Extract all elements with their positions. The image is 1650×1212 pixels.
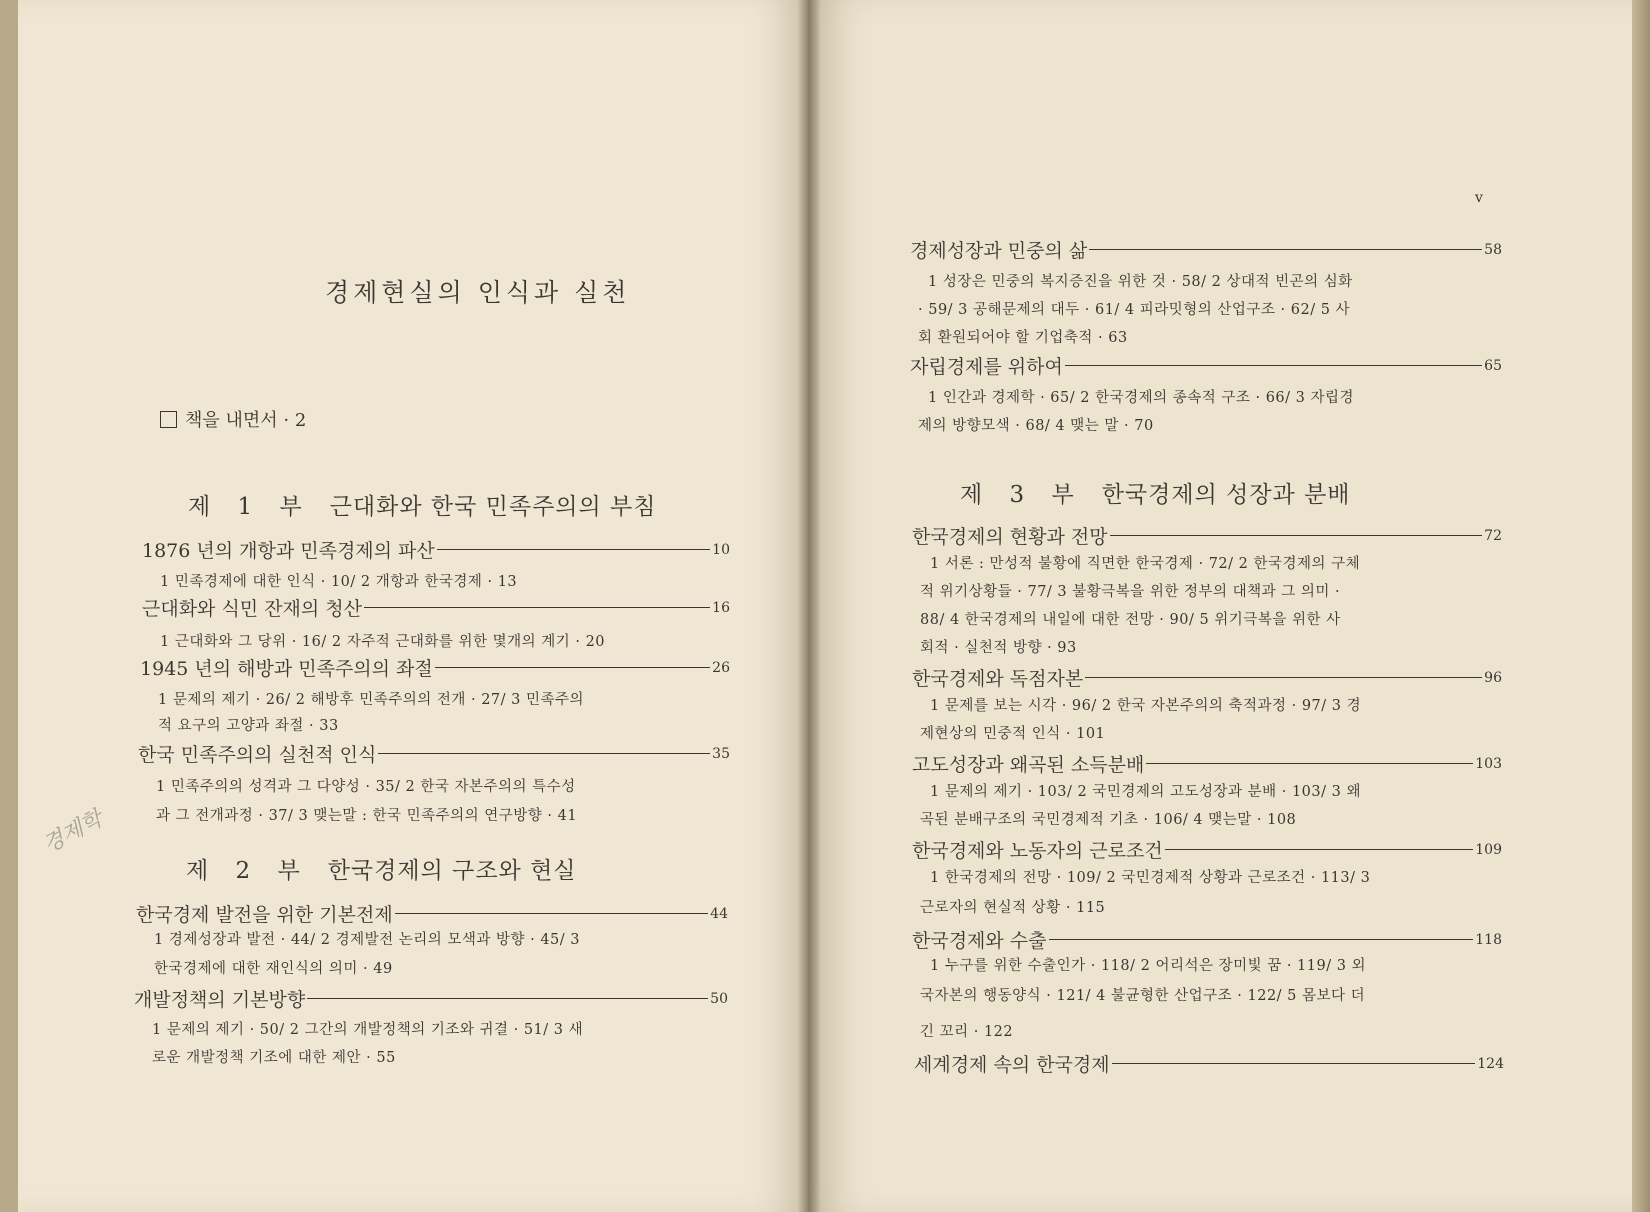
- part-title: 한국경제의 성장과 분배: [1101, 482, 1351, 508]
- chapter-sections: 1 근대화와 그 당위 · 16/ 2 자주적 근대화를 위한 몇개의 계기 · 20: [160, 634, 606, 650]
- chapter-title: 개발정책의 기본방향: [134, 989, 306, 1011]
- chapter-sections: 1 민족주의의 성격과 그 다양성 · 35/ 2 한국 자본주의의 특수성: [156, 779, 576, 795]
- chapter-sections: 1 문제의 제기 · 103/ 2 국민경제의 고도성장과 분배 · 103/ 3 왜: [930, 784, 1361, 800]
- chapter-page: 10: [712, 541, 730, 558]
- chapter-page: 50: [710, 990, 728, 1007]
- chapter-sections: 적 위기상황들 · 77/ 3 불황극복을 위한 정부의 대책과 그 의미 ·: [920, 584, 1341, 600]
- chapter-page: 65: [1484, 357, 1502, 374]
- book-edge-right: [1632, 0, 1650, 1212]
- part-number: 제 3 부: [960, 482, 1084, 508]
- chapter-sections: 1 서론 : 만성적 불황에 직면한 한국경제 · 72/ 2 한국경제의 구체: [930, 556, 1361, 572]
- chapter-sections: 로운 개발정책 기조에 대한 제안 · 55: [152, 1050, 396, 1066]
- toc-chapter[interactable]: [912, 664, 1502, 691]
- leader-line: [1065, 365, 1482, 366]
- chapter-sections: 88/ 4 한국경제의 내일에 대한 전망 · 90/ 5 위기극복을 위한 사: [920, 612, 1341, 628]
- chapter-sections: 과 그 전개과정 · 37/ 3 맺는말 : 한국 민족주의의 연구방향 · 41: [156, 808, 578, 824]
- chapter-title: 한국경제와 수출: [912, 930, 1047, 952]
- checkbox-square-icon: [160, 411, 177, 428]
- chapter-title: 경제성장과 민중의 삶: [910, 240, 1088, 262]
- chapter-title: 한국 민족주의의 실천적 인식: [138, 744, 377, 766]
- chapter-sections: 적 요구의 고양과 좌절 · 33: [158, 718, 339, 734]
- toc-chapter[interactable]: [136, 900, 728, 927]
- chapter-sections: 1 문제를 보는 시각 · 96/ 2 한국 자본주의의 축적과정 · 97/ 3 경: [930, 698, 1362, 714]
- toc-chapter[interactable]: [912, 750, 1502, 777]
- chapter-sections: 1 성장은 민중의 복지증진을 위한 것 · 58/ 2 상대적 빈곤의 심화: [928, 274, 1353, 290]
- chapter-sections: 회적 · 실천적 방향 · 93: [920, 640, 1077, 656]
- leader-line: [1110, 535, 1483, 536]
- chapter-sections: 근로자의 현실적 상황 · 115: [920, 900, 1106, 916]
- leader-line: [1049, 939, 1474, 940]
- toc-chapter[interactable]: [910, 352, 1502, 379]
- chapter-title: 한국경제의 현황과 전망: [912, 526, 1108, 548]
- leader-line: [1112, 1063, 1476, 1064]
- leader-line: [307, 998, 708, 999]
- toc-chapter[interactable]: [138, 740, 730, 767]
- chapter-title: 한국경제와 노동자의 근로조건: [912, 840, 1163, 862]
- leader-line: [1146, 763, 1473, 764]
- chapter-title: 세계경제 속의 한국경제: [914, 1054, 1110, 1076]
- chapter-sections: 한국경제에 대한 재인식의 의미 · 49: [154, 961, 393, 977]
- toc-chapter[interactable]: [134, 985, 728, 1012]
- part-3-heading: [960, 476, 1351, 509]
- chapter-sections: 1 누구를 위한 수출인가 · 118/ 2 어리석은 장미빛 꿈 · 119/ 3 외: [930, 958, 1367, 974]
- chapter-sections: · 59/ 3 공해문제의 대두 · 61/ 4 피라밋형의 산업구조 · 62/ 5 사: [918, 302, 1351, 318]
- chapter-title: 근대화와 식민 잔재의 청산: [142, 598, 363, 620]
- toc-chapter[interactable]: [140, 654, 730, 681]
- chapter-title: 한국경제 발전을 위한 기본전제: [136, 904, 393, 926]
- chapter-page: 72: [1484, 527, 1502, 544]
- chapter-sections: 1 문제의 제기 · 50/ 2 그간의 개발정책의 기조와 귀결 · 51/ 3 새: [152, 1022, 584, 1038]
- leader-line: [435, 667, 710, 668]
- handwritten-note: 경제학: [38, 806, 107, 859]
- toc-chapter[interactable]: [912, 836, 1502, 863]
- chapter-sections: 제현상의 민중적 인식 · 101: [920, 726, 1106, 742]
- toc-chapter[interactable]: [914, 1050, 1504, 1077]
- part-1-heading: [188, 488, 656, 521]
- leader-line: [1165, 849, 1474, 850]
- chapter-page: 44: [710, 905, 728, 922]
- part-title: 한국경제의 구조와 현실: [327, 858, 577, 884]
- chapter-page: 118: [1475, 931, 1502, 948]
- chapter-sections: 1 인간과 경제학 · 65/ 2 한국경제의 종속적 구조 · 66/ 3 자립경: [928, 390, 1355, 406]
- leader-line: [364, 607, 710, 608]
- leader-line: [395, 913, 708, 914]
- book-title: 경제현실의 인식과 실천: [325, 278, 631, 307]
- chapter-sections: 곡된 분배구조의 국민경제적 기초 · 106/ 4 맺는말 · 108: [920, 812, 1297, 828]
- page-marker: v: [1475, 190, 1483, 206]
- chapter-sections: 국자본의 행동양식 · 121/ 4 불균형한 산업구조 · 122/ 5 몸보다 더: [920, 988, 1366, 1004]
- chapter-page: 109: [1475, 841, 1502, 858]
- chapter-sections: 1 경제성장과 발전 · 44/ 2 경제발전 논리의 모색과 방향 · 45/ 3: [154, 932, 581, 948]
- leader-line: [437, 549, 710, 550]
- chapter-sections: 1 민족경제에 대한 인식 · 10/ 2 개항과 한국경제 · 13: [160, 574, 518, 590]
- chapter-page: 16: [712, 599, 730, 616]
- chapter-sections: 회 환원되어야 할 기업축적 · 63: [918, 330, 1128, 346]
- chapter-title: 1945 년의 해방과 민족주의의 좌절: [140, 658, 433, 680]
- chapter-title: 자립경제를 위하여: [910, 356, 1063, 378]
- leader-line: [378, 753, 710, 754]
- intro-entry: [160, 406, 306, 432]
- part-2-heading: [186, 852, 577, 885]
- chapter-sections: 제의 방향모색 · 68/ 4 맺는 말 · 70: [918, 418, 1154, 434]
- book-spine: [798, 0, 820, 1212]
- chapter-page: 96: [1484, 669, 1502, 686]
- chapter-page: 124: [1477, 1055, 1504, 1072]
- part-title: 근대화와 한국 민족주의의 부침: [329, 494, 657, 520]
- part-number: 제 2 부: [186, 858, 310, 884]
- leader-line: [1085, 677, 1482, 678]
- leader-line: [1089, 249, 1482, 250]
- toc-chapter[interactable]: [910, 236, 1502, 263]
- toc-chapter[interactable]: [912, 926, 1502, 953]
- chapter-page: 35: [712, 745, 730, 762]
- chapter-sections: 1 한국경제의 전망 · 109/ 2 국민경제적 상황과 근로조건 · 113/ 3: [930, 870, 1371, 886]
- toc-chapter[interactable]: [912, 522, 1502, 549]
- chapter-title: 1876 년의 개항과 민족경제의 파산: [142, 540, 435, 562]
- toc-chapter[interactable]: [142, 536, 730, 563]
- toc-chapter[interactable]: [142, 594, 730, 621]
- chapter-page: 26: [712, 659, 730, 676]
- chapter-title: 고도성장과 왜곡된 소득분배: [912, 754, 1145, 776]
- chapter-sections: 1 문제의 제기 · 26/ 2 해방후 민족주의의 전개 · 27/ 3 민족주의: [158, 692, 585, 708]
- chapter-page: 58: [1484, 241, 1502, 258]
- chapter-title: 한국경제와 독점자본: [912, 668, 1084, 690]
- part-number: 제 1 부: [188, 494, 312, 520]
- chapter-page: 103: [1475, 755, 1502, 772]
- book-edge-left: [0, 0, 20, 1212]
- chapter-sections: 긴 꼬리 · 122: [920, 1024, 1014, 1040]
- intro-label: 책을 내면서 · 2: [185, 410, 307, 431]
